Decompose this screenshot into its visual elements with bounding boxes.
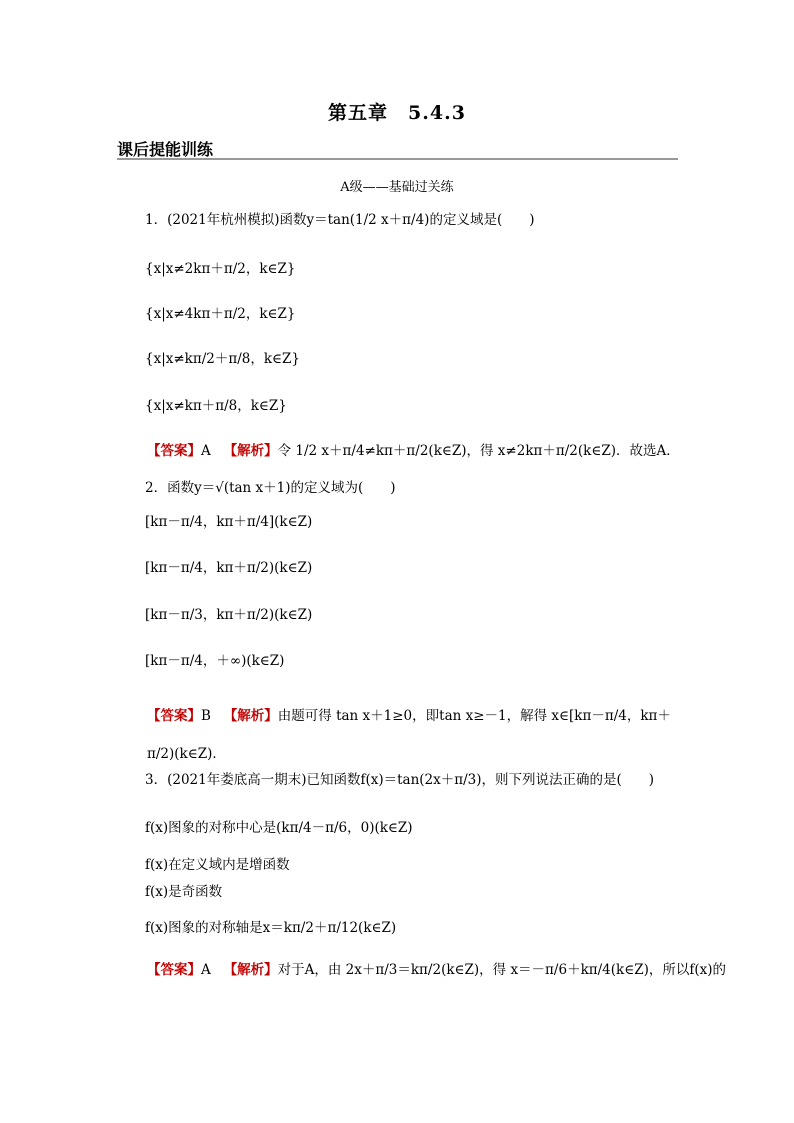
answer-value: A bbox=[201, 443, 211, 459]
analysis-tag: 【解析】 bbox=[223, 962, 278, 978]
q3-option-c: f(x)是奇函数 bbox=[145, 884, 223, 900]
answer-tag: 【答案】 bbox=[147, 708, 201, 724]
q1-option-c: {x|x≠kπ/2＋π/8，k∈Z} bbox=[145, 351, 301, 367]
q1-answer bbox=[147, 441, 680, 461]
answer-value: B bbox=[201, 708, 211, 724]
q3-option-a: f(x)图象的对称中心是(kπ/4－π/6，0)(k∈Z) bbox=[145, 820, 413, 836]
heading-rule bbox=[117, 158, 678, 160]
q3-option-b: f(x)在定义域内是增函数 bbox=[145, 857, 290, 873]
answer-value: A bbox=[201, 962, 211, 978]
q2-option-c: [kπ－π/3，kπ＋π/2)(k∈Z) bbox=[145, 607, 313, 623]
q2-option-d: [kπ－π/4，＋∞)(k∈Z) bbox=[145, 653, 285, 669]
analysis-text: 由题可得 tan x＋1≥0，即tan x≥－1，解得 x∈[kπ－π/4，kπ＋π/2)(k∈Z)． bbox=[147, 708, 671, 762]
q2-answer bbox=[147, 697, 679, 773]
q2-stem: 2．函数y＝√(tan x＋1)的定义域为( ) bbox=[145, 480, 396, 496]
q2-option-b: [kπ－π/4，kπ＋π/2)(k∈Z) bbox=[145, 560, 313, 576]
q3-option-d: f(x)图象的对称轴是x＝kπ/2＋π/12(k∈Z) bbox=[145, 920, 397, 936]
q3-stem: 3．(2021年娄底高一期末)已知函数f(x)＝tan(2x＋π/3)，则下列说法正确的是( ) bbox=[145, 772, 655, 788]
answer-tag: 【答案】 bbox=[147, 443, 201, 459]
analysis-text: 令 1/2 x＋π/4≠kπ＋π/2(k∈Z)，得 x≠2kπ＋π/2(k∈Z)．故选A． bbox=[277, 443, 680, 459]
q1-option-d: {x|x≠kπ＋π/8，k∈Z} bbox=[145, 398, 287, 414]
q1-option-a: {x|x≠2kπ＋π/2，k∈Z} bbox=[145, 261, 296, 277]
answer-tag: 【答案】 bbox=[147, 962, 201, 978]
analysis-tag: 【解析】 bbox=[223, 708, 278, 724]
q1-stem bbox=[145, 210, 534, 230]
q1-stem-text: 1．(2021年杭州模拟)函数y＝tan(1/2 x＋π/4)的定义域是( ) bbox=[145, 212, 535, 228]
level-heading: A级——基础过关练 bbox=[340, 180, 454, 195]
q1-option-b: {x|x≠4kπ＋π/2，k∈Z} bbox=[145, 306, 296, 322]
q2-option-a: [kπ－π/4，kπ＋π/4](k∈Z) bbox=[145, 514, 313, 530]
page-title: 第五章 5.4.3 bbox=[328, 102, 466, 124]
analysis-text: 对于A，由 2x＋π/3＝kπ/2(k∈Z)，得 x＝－π/6＋kπ/4(k∈Z)，所以f(x)的 bbox=[277, 962, 726, 978]
section-heading: 课后提能训练 bbox=[117, 140, 214, 159]
analysis-tag: 【解析】 bbox=[223, 443, 278, 459]
q3-answer bbox=[147, 960, 726, 980]
